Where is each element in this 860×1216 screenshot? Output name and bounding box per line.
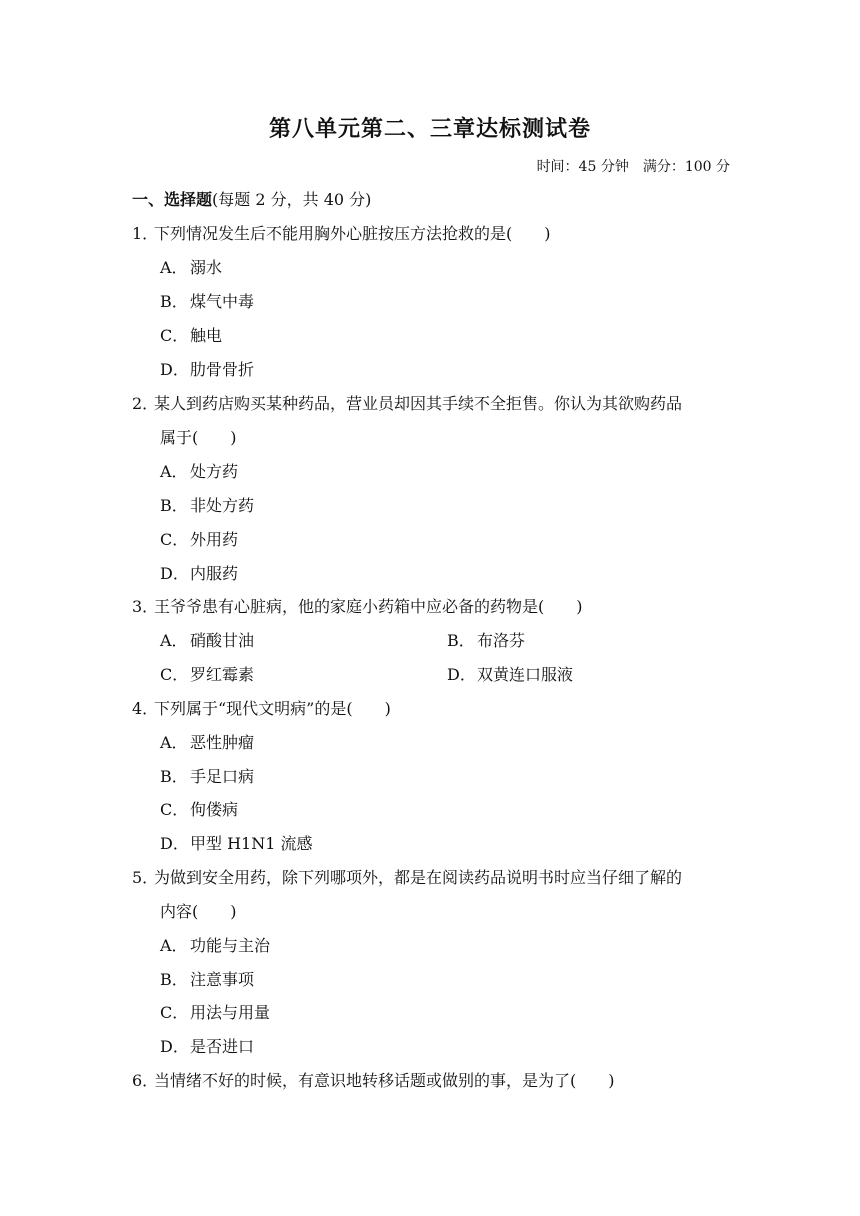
option-letter: D． — [160, 834, 189, 853]
q2-option-d — [160, 564, 238, 584]
option-letter: A． — [160, 733, 188, 752]
question-text: 下列情况发生后不能用胸外心脏按压方法抢救的是( ) — [154, 224, 551, 243]
question-2 — [132, 394, 682, 414]
option-text: 双黄连口服液 — [477, 665, 574, 684]
question-number: 4． — [132, 699, 159, 718]
q2-option-a — [160, 462, 238, 482]
option-letter: C． — [160, 1003, 189, 1022]
option-text: 佝偻病 — [190, 800, 239, 819]
q3-option-a — [160, 631, 254, 651]
option-text: 甲型 H1N1 流感 — [190, 834, 313, 853]
option-text: 注意事项 — [190, 970, 255, 989]
option-letter: D． — [160, 564, 189, 583]
question-text: 某人到药店购买某种药品，营业员却因其手续不全拒售。你认为其欲购药品 — [154, 394, 683, 413]
question-1 — [132, 224, 551, 244]
question-text: 为做到安全用药，除下列哪项外，都是在阅读药品说明书时应当仔细了解的 — [154, 868, 683, 887]
q5-option-b — [160, 970, 254, 990]
option-text: 外用药 — [190, 530, 239, 549]
q3-option-c — [160, 665, 254, 685]
option-letter: B． — [447, 631, 475, 650]
option-text: 触电 — [190, 326, 223, 345]
option-letter: B． — [160, 292, 188, 311]
q4-option-a — [160, 733, 254, 753]
option-text: 溺水 — [190, 258, 223, 277]
option-text: 功能与主治 — [190, 936, 271, 955]
q3-option-b — [447, 631, 525, 651]
question-2-continued: 属于( ) — [160, 428, 237, 447]
option-letter: A． — [160, 936, 188, 955]
question-number: 5． — [132, 868, 159, 887]
time-limit: 时间：45 分钟 — [536, 159, 629, 175]
q5-option-d — [160, 1037, 254, 1057]
q1-option-a — [160, 258, 222, 278]
option-text: 硝酸甘油 — [190, 631, 255, 650]
question-5-continued: 内容( ) — [160, 902, 237, 921]
question-text: 王爷爷患有心脏病，他的家庭小药箱中应必备的药物是( ) — [154, 597, 583, 616]
option-letter: D． — [160, 1037, 189, 1056]
option-letter: C． — [160, 530, 189, 549]
option-text: 内服药 — [190, 564, 239, 583]
q5-option-a — [160, 936, 270, 956]
q2-option-b — [160, 496, 254, 516]
q1-option-d — [160, 360, 254, 380]
option-letter: A． — [160, 258, 188, 277]
option-text: 用法与用量 — [190, 1003, 271, 1022]
q2-option-c — [160, 530, 238, 550]
option-letter: A． — [160, 631, 188, 650]
q1-option-b — [160, 292, 254, 312]
option-letter: C． — [160, 665, 189, 684]
option-text: 处方药 — [190, 462, 239, 481]
question-text: 当情绪不好的时候，有意识地转移话题或做别的事，是为了( ) — [154, 1071, 615, 1090]
option-letter: C． — [160, 800, 189, 819]
option-letter: B． — [160, 767, 188, 786]
question-4 — [132, 699, 391, 719]
section-note: (每题 2 分，共 40 分) — [212, 190, 372, 209]
option-text: 非处方药 — [190, 496, 255, 515]
q4-option-c — [160, 800, 238, 820]
option-text: 罗红霉素 — [190, 665, 255, 684]
question-number: 6． — [132, 1071, 159, 1090]
option-letter: C． — [160, 326, 189, 345]
exam-meta — [537, 156, 730, 176]
section-label: 一、选择题 — [132, 190, 213, 209]
option-text: 布洛芬 — [477, 631, 526, 650]
q3-option-d — [447, 665, 573, 685]
option-text: 手足口病 — [190, 767, 255, 786]
question-6 — [132, 1071, 615, 1091]
question-5 — [132, 868, 682, 888]
question-number: 2． — [132, 394, 159, 413]
option-letter: D． — [447, 665, 476, 684]
option-text: 恶性肿瘤 — [190, 733, 255, 752]
full-score: 满分：100 分 — [642, 159, 730, 175]
q4-option-b — [160, 767, 254, 787]
option-letter: D． — [160, 360, 189, 379]
question-text: 下列属于“现代文明病”的是( ) — [154, 699, 391, 718]
section-heading — [132, 190, 371, 210]
option-letter: B． — [160, 496, 188, 515]
q5-option-c — [160, 1003, 270, 1023]
question-number: 3． — [132, 597, 159, 616]
page-title: 第八单元第二、三章达标测试卷 — [268, 117, 591, 142]
option-letter: B． — [160, 970, 188, 989]
q1-option-c — [160, 326, 222, 346]
option-letter: A． — [160, 462, 188, 481]
q4-option-d — [160, 834, 313, 854]
question-number: 1． — [132, 224, 159, 243]
option-text: 是否进口 — [190, 1037, 255, 1056]
question-3 — [132, 597, 583, 617]
option-text: 煤气中毒 — [190, 292, 255, 311]
option-text: 肋骨骨折 — [190, 360, 255, 379]
